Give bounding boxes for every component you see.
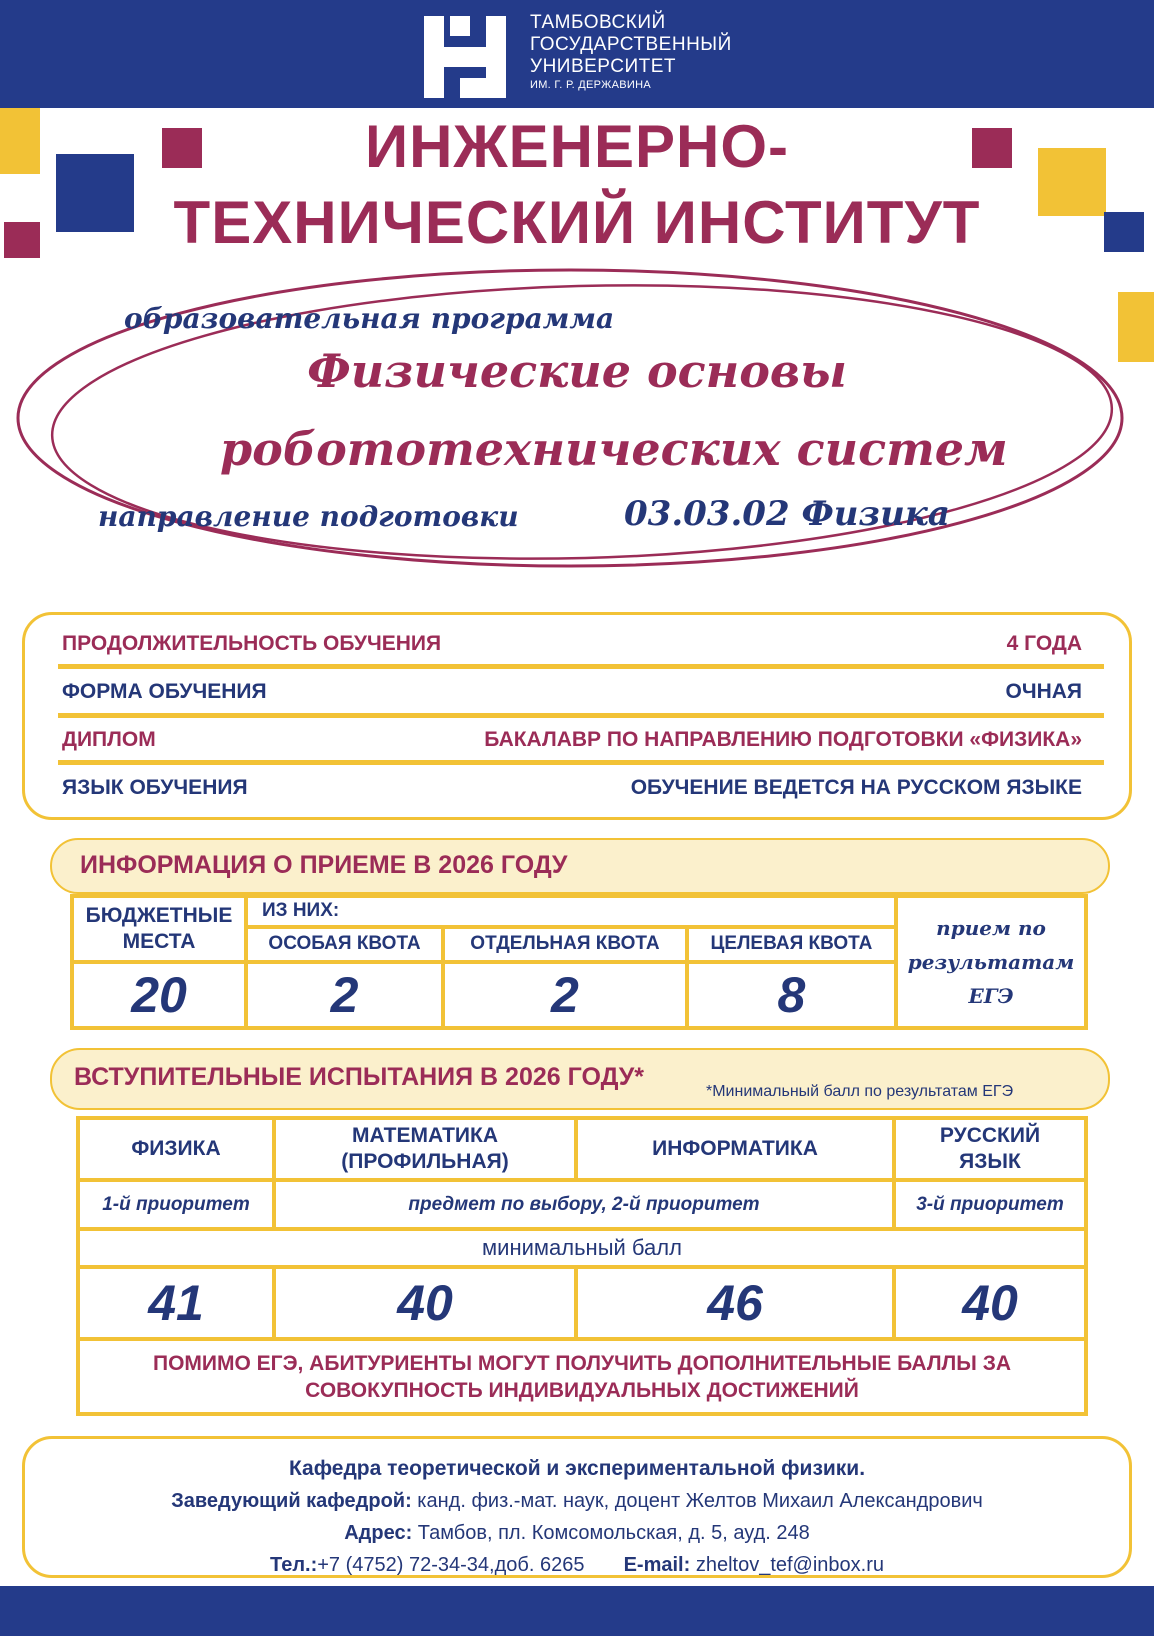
target-value: 8	[687, 962, 896, 1028]
direction-label: направление подготовки	[98, 500, 519, 533]
quota-special-label: ОСОБАЯ КВОТА	[246, 927, 443, 962]
quota-separate-label: ОТДЕЛЬНАЯ КВОТА	[443, 927, 687, 962]
divider	[58, 664, 1104, 669]
separate-value: 2	[443, 962, 687, 1028]
subject-math-line-2: (ПРОФИЛЬНАЯ)	[341, 1150, 509, 1174]
quota-target-label: ЦЕЛЕВАЯ КВОТА	[687, 927, 896, 962]
university-name	[530, 12, 732, 92]
subject-physics: ФИЗИКА	[78, 1118, 274, 1180]
ege-line-2: результатам	[907, 950, 1075, 974]
institute-title-line-1: ИНЖЕНЕРНО-	[364, 113, 790, 180]
detail-value-diploma: БАКАЛАВР ПО НАПРАВЛЕНИЮ ПОДГОТОВКИ «ФИЗИКА»	[484, 728, 1082, 751]
phone-email-line	[25, 1549, 1129, 1581]
department-name: Кафедра теоретической и экспериментальной физики.	[288, 1457, 866, 1480]
detail-label-language: ЯЗЫК ОБУЧЕНИЯ	[62, 776, 248, 799]
admission-table	[70, 894, 1088, 1030]
program-name-line-2: робототехнических систем	[220, 422, 1008, 476]
subject-russian-line-1: РУССКИЙ	[939, 1124, 1041, 1148]
institute-title-line-2: ТЕХНИЧЕСКИЙ ИНСТИТУТ	[173, 189, 981, 256]
email-label: E-mail:	[623, 1554, 691, 1576]
exams-table	[76, 1116, 1088, 1416]
extra-points-note	[78, 1339, 1086, 1414]
head-label: Заведующий кафедрой:	[171, 1490, 412, 1512]
min-score-label: минимальный балл	[78, 1229, 1086, 1267]
university-logo	[424, 16, 506, 98]
ege-cell	[896, 896, 1086, 1028]
divider	[58, 713, 1104, 718]
subject-russian	[894, 1118, 1086, 1180]
email-value[interactable]: zheltov_tef@inbox.ru	[690, 1554, 885, 1576]
admission-heading: ИНФОРМАЦИЯ О ПРИЕМЕ В 2026 ГОДУ	[80, 851, 568, 879]
budget-value: 20	[72, 962, 246, 1028]
head-value: канд. физ.-мат. наук, доцент Желтов Михаил Александрович	[411, 1490, 983, 1512]
exams-heading: ВСТУПИТЕЛЬНЫЕ ИСПЫТАНИЯ В 2026 ГОДУ*	[74, 1063, 644, 1091]
contacts-box	[22, 1436, 1132, 1578]
detail-value-language: ОБУЧЕНИЕ ВЕДЕТСЯ НА РУССКОМ ЯЗЫКЕ	[630, 776, 1082, 799]
address-line	[25, 1517, 1129, 1549]
detail-label-form: ФОРМА ОБУЧЕНИЯ	[62, 680, 267, 703]
detail-label-diploma: ДИПЛОМ	[62, 728, 156, 751]
uni-line-4: ИМ. Г. Р. ДЕРЖАВИНА	[530, 79, 651, 91]
score-math: 40	[274, 1267, 576, 1339]
program-name-line-1: Физические основы	[307, 344, 847, 398]
ege-line-3: ЕГЭ	[968, 984, 1014, 1008]
score-physics: 41	[78, 1267, 274, 1339]
priority-1: 1-й приоритет	[78, 1180, 274, 1228]
program-label: образовательная программа	[124, 302, 615, 335]
footer-bar	[0, 1586, 1154, 1636]
of-them-label: ИЗ НИХ:	[246, 896, 896, 927]
uni-line-3: УНИВЕРСИТЕТ	[530, 56, 677, 77]
phone-label: Тел.:	[269, 1554, 318, 1576]
detail-label-duration: ПРОДОЛЖИТЕЛЬНОСТЬ ОБУЧЕНИЯ	[62, 632, 442, 655]
subject-math	[274, 1118, 576, 1180]
subject-informatics: ИНФОРМАТИКА	[576, 1118, 894, 1180]
uni-line-2: ГОСУДАРСТВЕННЫЙ	[530, 34, 732, 55]
head-line	[25, 1485, 1129, 1517]
divider	[58, 760, 1104, 765]
priority-2: предмет по выбору, 2-й приоритет	[274, 1180, 894, 1228]
address-label: Адрес:	[344, 1522, 413, 1544]
uni-line-1: ТАМБОВСКИЙ	[530, 12, 666, 33]
priority-3: 3-й приоритет	[894, 1180, 1086, 1228]
phone-value[interactable]: +7 (4752) 72-34-34,доб. 6265	[317, 1554, 585, 1576]
direction-value: 03.03.02 Физика	[624, 494, 950, 534]
address-value: Тамбов, пл. Комсомольская, д. 5, ауд. 248	[412, 1522, 810, 1544]
ege-line-1: прием по	[936, 916, 1046, 940]
budget-label: БЮДЖЕТНЫЕ МЕСТА	[72, 896, 246, 962]
extra-points-line-2: СОВОКУПНОСТЬ ИНДИВИДУАЛЬНЫХ ДОСТИЖЕНИЙ	[305, 1378, 859, 1402]
special-value: 2	[246, 962, 443, 1028]
subject-russian-line-2: ЯЗЫК	[959, 1150, 1021, 1174]
subject-math-line-1: МАТЕМАТИКА	[352, 1124, 498, 1148]
extra-points-line-1: ПОМИМО ЕГЭ, АБИТУРИЕНТЫ МОГУТ ПОЛУЧИТЬ ДОПОЛНИТЕЛЬНЫЕ БАЛЛЫ ЗА	[152, 1351, 1012, 1375]
detail-value-form: ОЧНАЯ	[1005, 680, 1082, 703]
score-russian: 40	[894, 1267, 1086, 1339]
score-informatics: 46	[576, 1267, 894, 1339]
exams-note: *Минимальный балл по результатам ЕГЭ	[706, 1083, 1014, 1100]
detail-value-duration: 4 ГОДА	[1006, 632, 1082, 655]
